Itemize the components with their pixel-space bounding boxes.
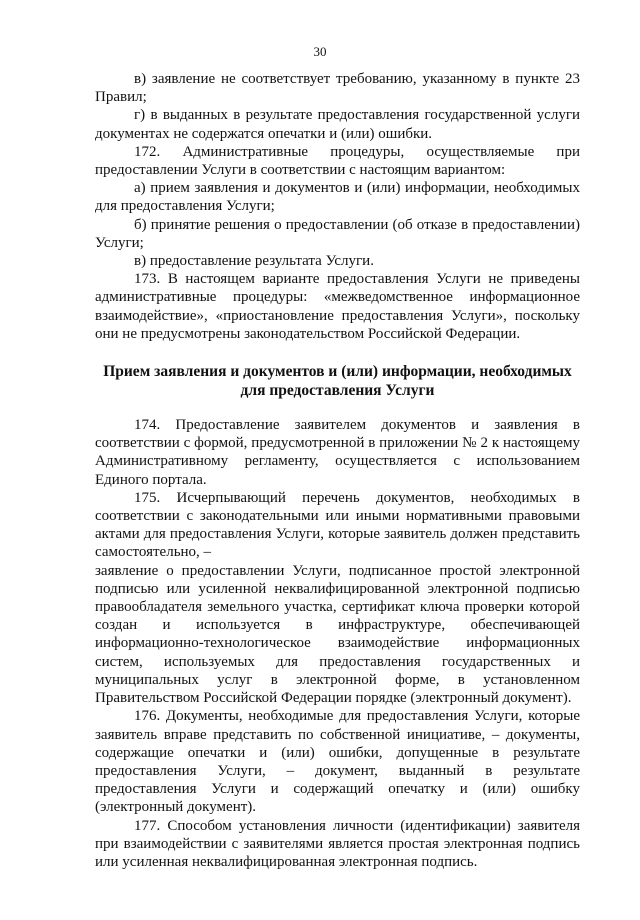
section-heading: Прием заявления и документов и (или) информации, необходимых для предоставления Услуги <box>103 363 572 399</box>
paragraph-175-list: заявление о предоставлении Услуги, подписанное простой электронной подписью или усиленной неквалифицированной электронной подписью правообладателя земельного участка, сертификат ключа проверки которой создан и используется в инфраструктуре, обеспечивающей информационно-технологическое взаимодействие информационных систем, используемых для предоставления государственных и муниципальных услуг в электронной форме, в установленном Правительством Российской Федерации порядке (электронный документ). <box>95 562 580 707</box>
page-number: 30 <box>313 44 327 59</box>
paragraph-172: 172. Административные процедуры, осуществляемые при предоставлении Услуги в соответствии с настоящим вариантом: <box>95 143 580 179</box>
paragraph-item-v: в) заявление не соответствует требованию, указанному в пункте 23 Правил; <box>95 71 580 106</box>
document-body <box>95 70 580 871</box>
paragraph-174: 174. Предоставление заявителем документов и заявления в соответствии с формой, предусмотренной в приложении № 2 к настоящему Административному регламенту, осуществляется с использованием Единого портала. <box>95 417 580 488</box>
paragraph-172-v: в) предоставление результата Услуги. <box>134 253 374 270</box>
paragraph-173: 173. В настоящем варианте предоставления Услуги не приведены административные процедуры: «межведомственное информационное взаимодействие», «приостановление предоставления Услуги», поскольку они не предусмотрены законодательством Российской Федерации. <box>95 271 580 342</box>
paragraph-177: 177. Способом установления личности (идентификации) заявителя при взаимодействии с заявителями является простая электронная подпись или усиленная неквалифицированная электронная подпись. <box>95 817 580 870</box>
paragraph-176: 176. Документы, необходимые для предоставления Услуги, которые заявитель вправе представить по собственной инициативе, – документы, содержащие опечатки и (или) ошибки, допущенные в результате предоставления Услуги, – документ, выданный в результате предоставления Услуги и содержащий опечатку и (или) ошибку (электронный документ). <box>95 708 580 816</box>
paragraph-172-a: а) прием заявления и документов и (или) информации, необходимых для предоставления Услуги; <box>95 180 580 215</box>
paragraph-item-g: г) в выданных в результате предоставления государственной услуги документах не содержатся опечатки и (или) ошибки. <box>95 107 580 142</box>
paragraph-175: 175. Исчерпывающий перечень документов, необходимых в соответствии с законодательными или иными нормативными правовыми актами для предоставления Услуги, которые заявитель должен представить самостоятельно, – <box>95 489 580 561</box>
paragraph-172-b: б) принятие решения о предоставлении (об отказе в предоставлении) Услуги; <box>95 216 580 251</box>
